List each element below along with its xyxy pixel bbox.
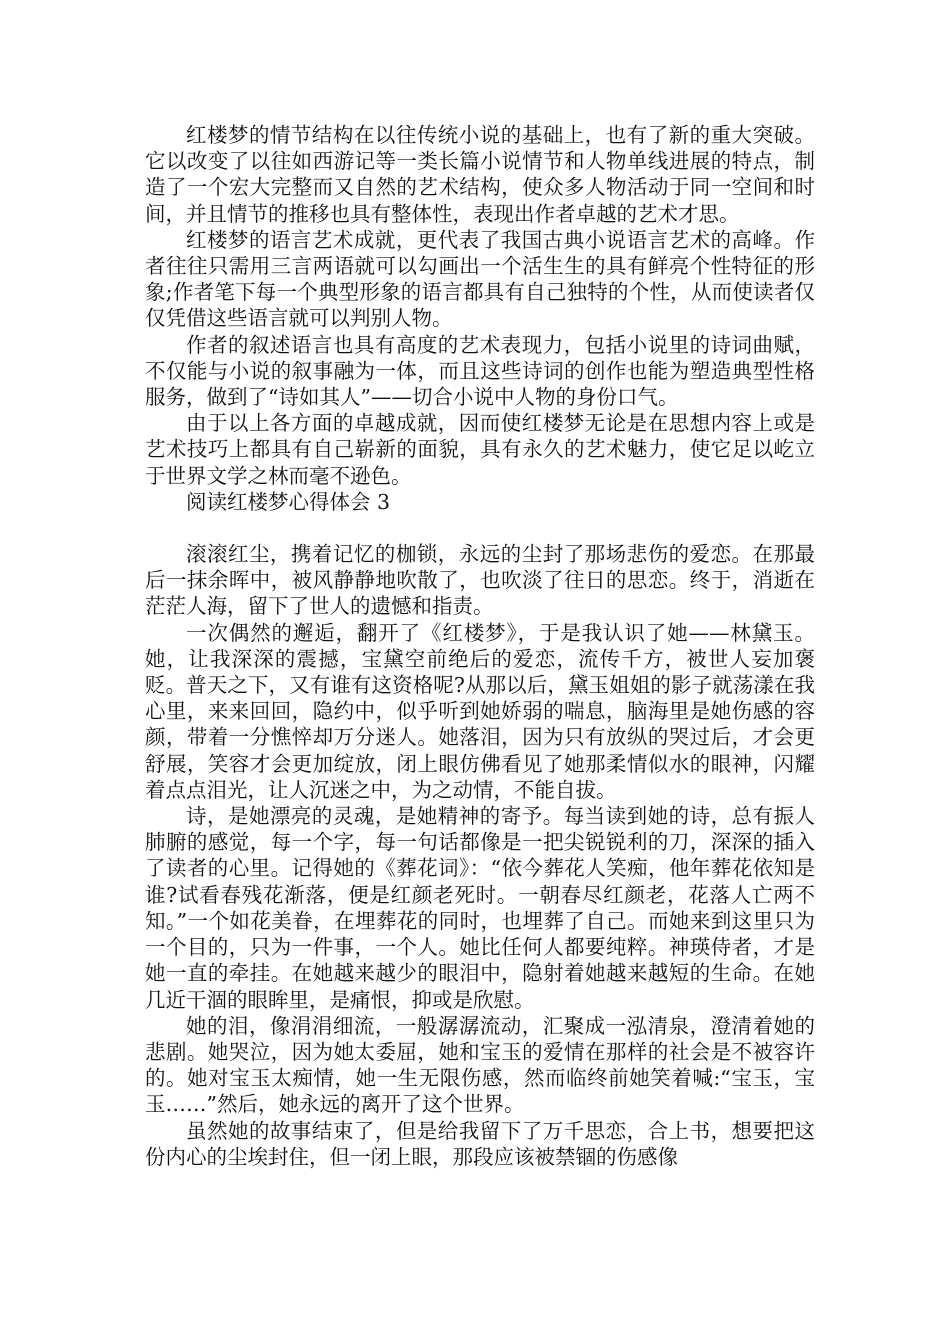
paragraph-red-dust: 滚滚红尘，携着记忆的枷锁，永远的尘封了那场悲伤的爱恋。在那最后一抹余晖中，被风静静地吹散了，也吹淡了往日的思恋。终于，消逝在茫茫人海，留下了世人的遗憾和指责。 [145,542,815,619]
paragraph-plot-structure: 红楼梦的情节结构在以往传统小说的基础上，也有了新的重大突破。它以改变了以往如西游记等一类长篇小说情节和人物单线进展的特点，制造了一个宏大完整而又自然的艺术结构，使众多人物活动于同一空间和时间，并且情节的推移也具有整体性，表现出作者卓越的艺术才思。 [145,123,815,226]
section-heading: 阅读红楼梦心得体会 3 [186,489,391,514]
paragraph-encounter: 一次偶然的邂逅，翻开了《红楼梦》，于是我认识了她——林黛玉。她，让我深深的震撼，宝黛空前绝后的爱恋，流传千方，被世人妄加褒贬。普天之下，又有谁有这资格呢?从那以后，黛玉姐姐的影子就荡漾在我心里，来来回回，隐约中，似乎听到她娇弱的喘息，脑海里是她伤感的容颜，带着一分憔悴却万分迷人。她落泪，因为只有放纵的哭过后，才会更舒展，笑容才会更加绽放，闭上眼仿佛看见了她那柔情似水的眼神，闪耀着点点泪光，让人沉迷之中，为之动情，不能自拔。 [145,620,815,802]
paragraph-conclusion: 由于以上各方面的卓越成就，因而使红楼梦无论是在思想内容上或是艺术技巧上都具有自己崭新的面貌，具有永久的艺术魅力，使它足以屹立于世界文学之林而毫不逊色。 [145,411,815,488]
paragraph-tears: 她的泪，像涓涓细流，一般潺潺流动，汇聚成一泓清泉，澄清着她的悲剧。她哭泣，因为她太委屈，她和宝玉的爱情在那样的社会是不被容许的。她对宝玉太痴情，她一生无限伤感，然而临终前她笑着喊:“宝玉，宝玉……”然后，她永远的离开了这个世界。 [145,1013,815,1117]
paragraph-poetry: 诗，是她漂亮的灵魂，是她精神的寄予。每当读到她的诗，总有振人肺腑的感觉，每一个字，每一句话都像是一把尖锐锐利的刀，深深的插入了读者的心里。记得她的《葬花词》：“依今葬花人笑痴，他年葬花依知是谁?试看春残花渐落，便是红颜老死时。一朝春尽红颜老，花落人亡两不知。”一个如花美眷，在埋葬花的同时，也埋葬了自己。而她来到这里只为一个目的，只为一件事，一个人。她比任何人都要纯粹。神瑛侍者，才是她一直的牵挂。在她越来越少的眼泪中，隐射着她越来越短的生命。在她几近干涸的眼眸里，是痛恨，抑或是欣慰。 [145,804,815,1012]
paragraph-language-art: 红楼梦的语言艺术成就，更代表了我国古典小说语言艺术的高峰。作者往往只需用三言两语就可以勾画出一个活生生的具有鲜亮个性特征的形象;作者笔下每一个典型形象的语言都具有自己独特的个性，从而使读者仅仅凭借这些语言就可以判别人物。 [145,227,815,331]
blank-line [145,515,815,541]
document-body [145,122,815,1170]
paragraph-ending: 虽然她的故事结束了，但是给我留下了万千思恋，合上书，想要把这份内心的尘埃封住，但一闭上眼，那段应该被禁锢的伤感像 [145,1118,815,1169]
paragraph-narrative-language: 作者的叙述语言也具有高度的艺术表现力，包括小说里的诗词曲赋，不仅能与小说的叙事融为一体，而且这些诗词的创作也能为塑造典型性格服务，做到了“诗如其人”——切合小说中人物的身份口气。 [145,332,815,410]
